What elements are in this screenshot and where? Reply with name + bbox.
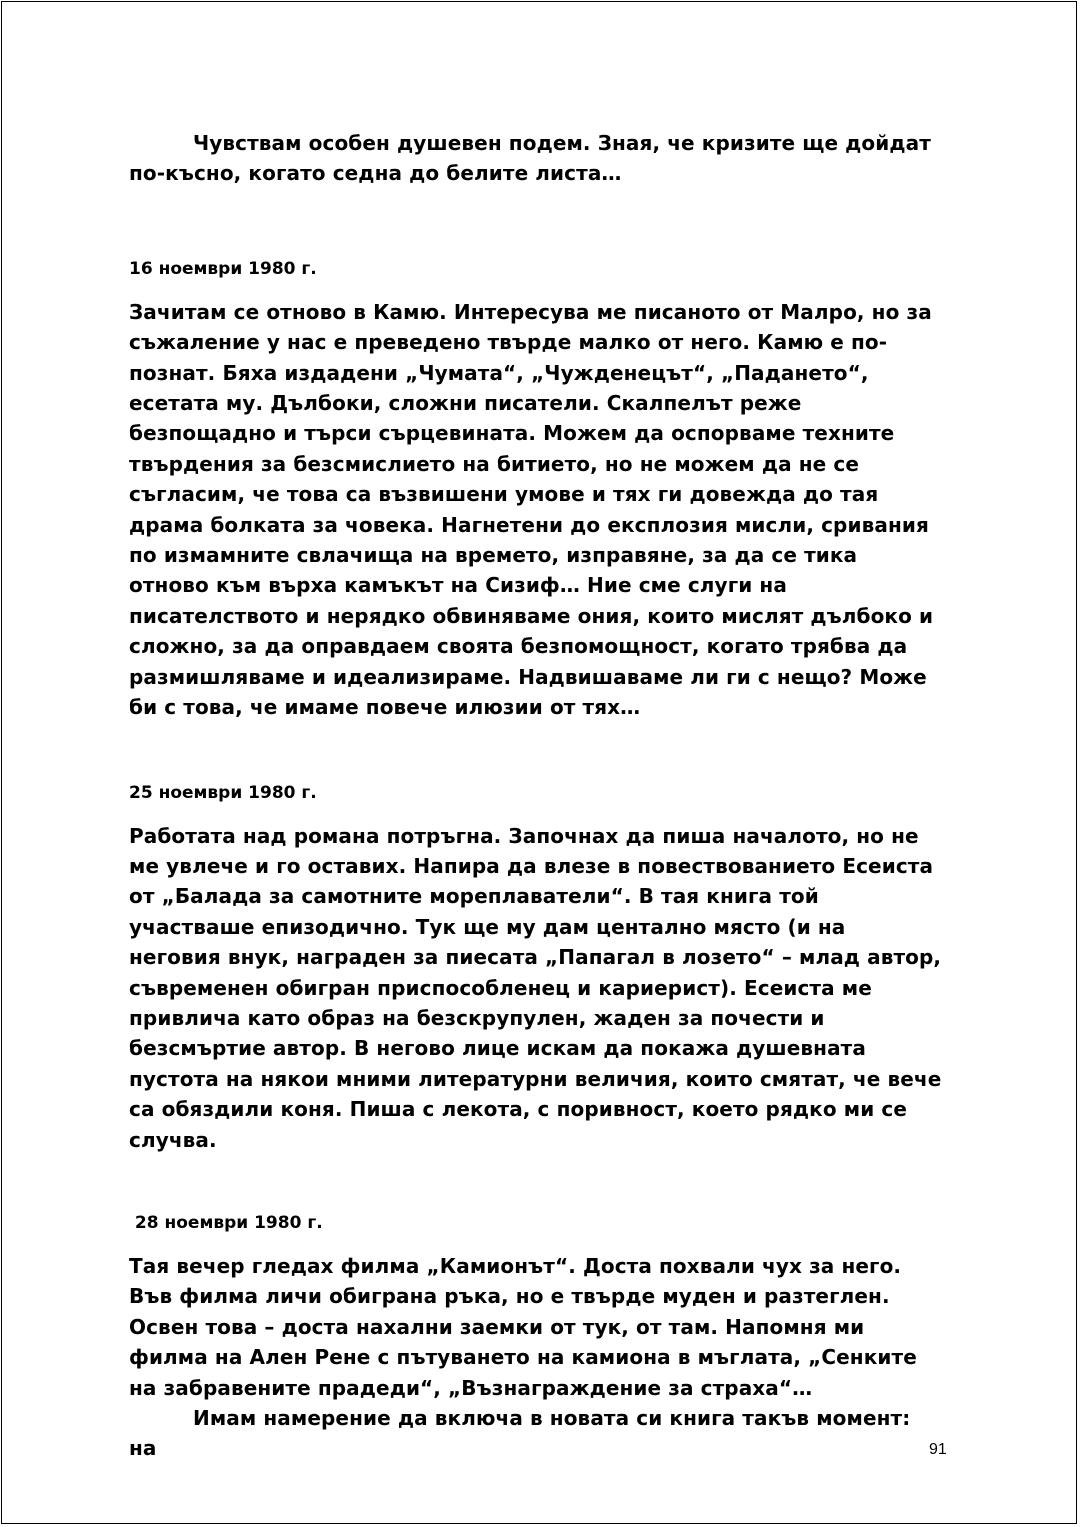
entry-paragraph: Зачитам се отново в Камю. Интересува ме писаното от Малро, но за съжаление у нас е преведено твърде малко от него. Камю е по-познат. Бяха издадени „Чумата“, „Чужденецът“, „Падането“, есетата му. Дълбоки, сложни писатели. Скалпелът реже безпощадно и търси сърцевината. Можем да оспорваме техните твърдения за безсмислието на битието, но не можем да не се съгласим, че това са възвишени умове и тях ги довежда до тая драма болката за човека. Нагнетени до експлозия мисли, сривания по измамните свлачища на времето, изправяне, за да се тика отново към върха камъкът на Сизиф… Ние сме слуги на писателството и нерядко обвиняваме ония, които мислят дълбоко и сложно, за да оправдаем своята безпомощност, когато трябва да размишляваме и идеализираме. Надвишаваме ли ги с нещо? Може би с това, че имаме повече илюзии от тях… (129, 299, 934, 720)
entry-paragraph: Имам намерение да включа в новата си книга такъв момент: на (129, 1406, 911, 1461)
opening-paragraph: Чувствам особен душевен подем. Зная, че кризите ще дойдат по-късно, когато седна до белите листа… (129, 131, 931, 186)
entry-paragraph: Работата над романа потръгна. Започнах да пиша началото, но не ме увлече и го оставих. Напира да влезе в повествованието Есеиста от „Балада за самотните мореплаватели“. В тая книга той участваше епизодично. Тук ще му дам центално място (и на неговия внук, награден за пиесата „Папагал в лозето“ – млад автор, съвременен обигран приспособленец и кариерист). Есеиста ме привлича като образ на безскрупулен, жаден за почести и безсмъртие автор. В негово лице искам да покажа душевната пустота на някои мними литературни величия, които смятат, че вече са обяздили коня. Пиша с лекота, с поривност, което рядко ми се случва. (129, 823, 942, 1152)
entry-date: 16 ноември 1980 г. (129, 258, 317, 279)
page-number: 91 (929, 1441, 947, 1458)
entry-paragraph: Тая вечер гледах филма „Камионът“. Доста похвали чух за него. Във филма личи обиграна ръка, но е твърде муден и разтеглен. Освен това – доста нахални заемки от тук, от там. Напомня ми филма на Ален Рене с пътуването на камиона в мъглата, „Сенките на забравените прадеди“, „Възнаграждение за страха“… (129, 1253, 917, 1400)
entry-date: 28 ноември 1980 г. (129, 1212, 323, 1233)
entry-date: 25 ноември 1980 г. (129, 782, 317, 803)
page-body (129, 128, 944, 1464)
